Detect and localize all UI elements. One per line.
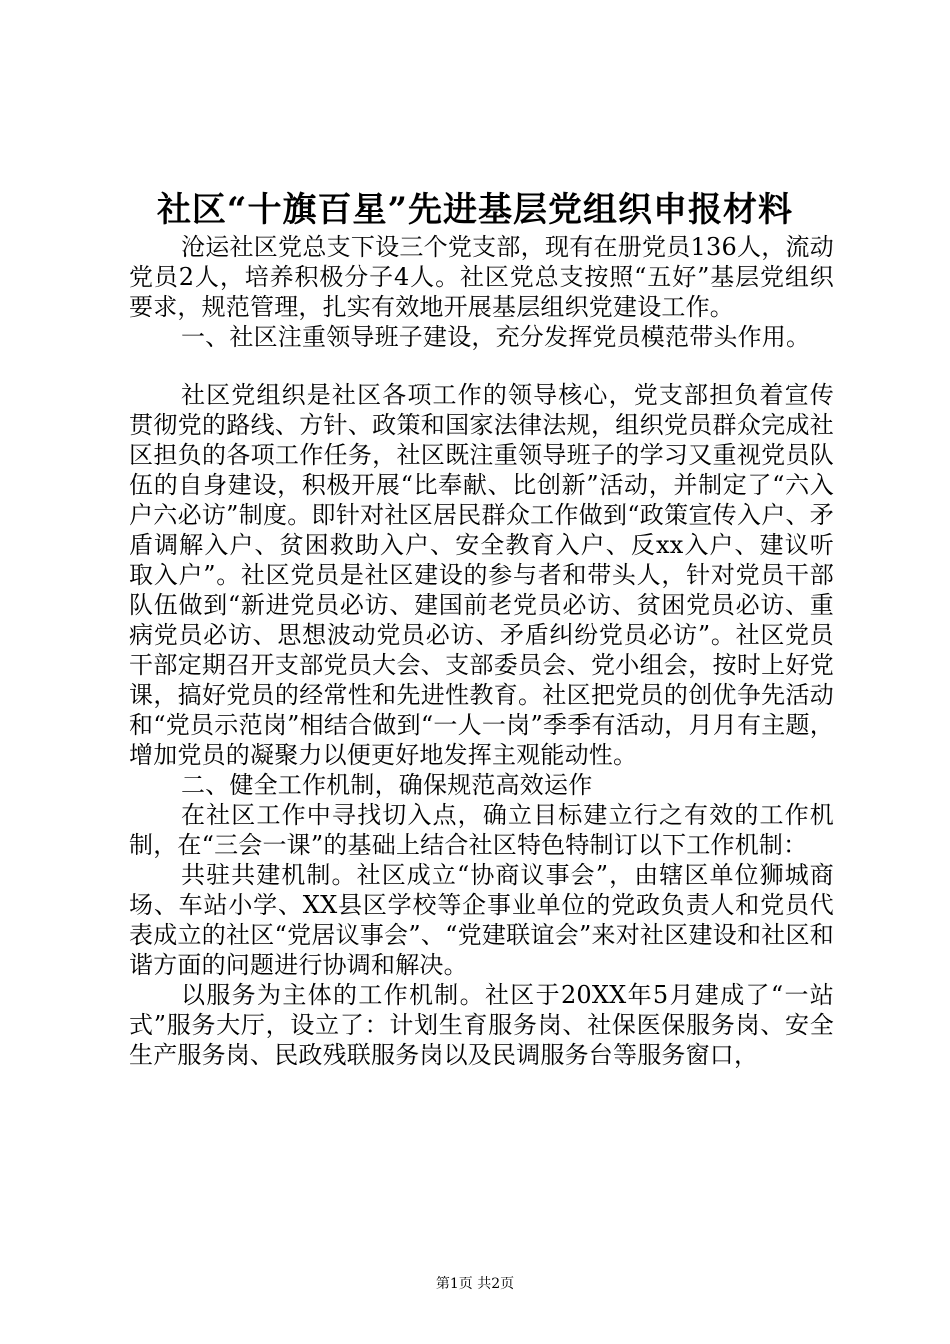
body-paragraph: 社区党组织是社区各项工作的领导核心，党支部担负着宣传贯彻党的路线、方针、政策和国家法律法规，组织党员群众完成社区担负的各项工作任务，社区既注重领导班子的学习又重视党员队伍的自身建设，积极开展“比奉献、比创新”活动，并制定了“六入户六必访”制度。即针对社区居民群众工作做到“政策宣传入户、矛盾调解入户、贫困救助入户、安全教育入户、反xx入户、建议听取入户”。社区党员是社区建设的参与者和带头人，针对党员干部队伍做到“新进党员必访、建国前老党员必访、贫困党员必访、重病党员必访、思想波动党员必访、矛盾纠纷党员必访”。社区党员干部定期召开支部党员大会、支部委员会、党小组会，按时上好党课，搞好党员的经常性和先进性教育。社区把党员的创优争先活动和“党员示范岗”相结合做到“一人一岗”季季有活动，月月有主题，增加党员的凝聚力以便更好地发挥主观能动性。 (129, 381, 834, 769)
document-title: 社区“十旗百星”先进基层党组织申报材料 (156, 190, 794, 230)
intro-paragraph: 沧运社区党总支下设三个党支部，现有在册党员136人，流动党员2人，培养积极分子4人。社区党总支按照“五好”基层党组织要求，规范管理，扎实有效地开展基层组织党建设工作。 (129, 233, 834, 321)
section-heading-1: 一、社区注重领导班子建设，充分发挥党员模范带头作用。 (181, 323, 811, 351)
section-heading-2: 二、健全工作机制，确保规范高效运作 (181, 771, 593, 799)
body-paragraph: 共驻共建机制。社区成立“协商议事会”，由辖区单位狮城商场、车站小学、XX县区学校等企事业单位的党政负责人和党员代表成立的社区“党居议事会”、“党建联谊会”来对社区建设和社区和谐方面的问题进行协调和解决。 (129, 861, 834, 979)
document-body (129, 232, 834, 1070)
body-paragraph: 在社区工作中寻找切入点，确立目标建立行之有效的工作机制，在“三会一课”的基础上结合社区特色特制订以下工作机制： (129, 801, 834, 859)
body-paragraph: 以服务为主体的工作机制。社区于20XX年5月建成了“一站式”服务大厅，设立了：计划生育服务岗、社保医保服务岗、安全生产服务岗、民政残联服务岗以及民调服务台等服务窗口， (129, 981, 834, 1069)
page-number-footer: 第1页 共2页 (435, 1276, 515, 1292)
